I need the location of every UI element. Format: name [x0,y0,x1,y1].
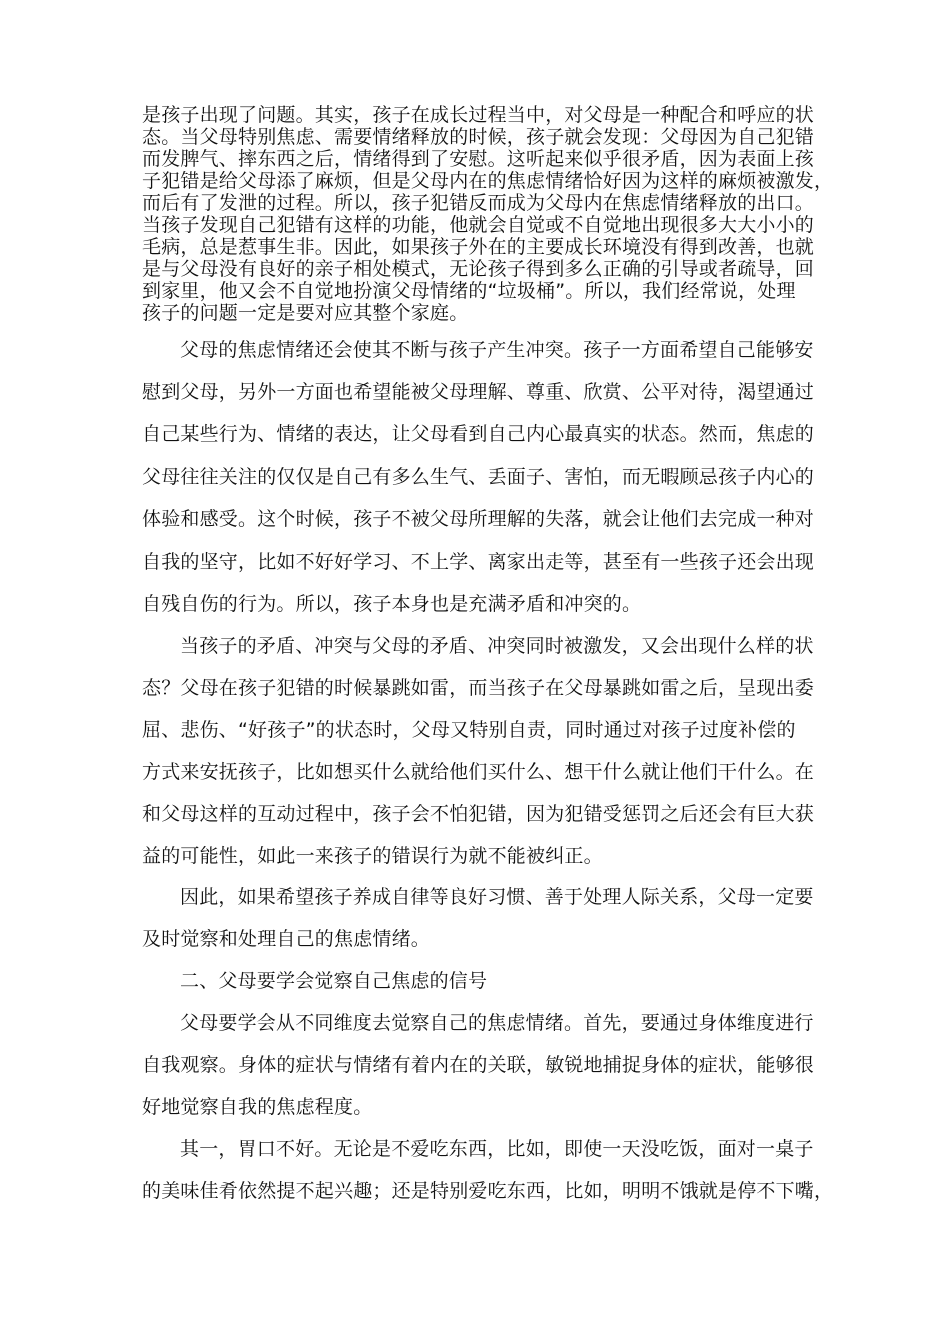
text-line: 态？父母在孩子犯错的时候暴跳如雷，而当孩子在父母暴跳如雷之后，呈现出委 [142,677,815,699]
text-line: 子犯错是给父母添了麻烦，但是父母内在的焦虑情绪恰好因为这样的麻烦被激发， [142,170,834,192]
text-line: 父母往往关注的仅仅是自己有多么生气、丢面子、害怕，而无暇顾忌孩子内心的 [142,466,815,488]
text-line: 的美味佳肴依然提不起兴趣；还是特别爱吃东西，比如，明明不饿就是停不下嘴， [142,1180,834,1202]
text-line: 而后有了发泄的过程。所以，孩子犯错反而成为父母内在焦虑情绪释放的出口。 [142,192,815,214]
text-line: 及时觉察和处理自己的焦虑情绪。 [142,928,431,950]
text-line: 而发脾气、摔东西之后，情绪得到了安慰。这听起来似乎很矛盾，因为表面上孩 [142,148,815,170]
text-line: 自我的坚守，比如不好好学习、不上学、离家出走等，甚至有一些孩子还会出现 [142,551,815,573]
text-line: 是与父母没有良好的亲子相处模式，无论孩子得到多么正确的引导或者疏导，回 [142,258,815,280]
text-line: 态。当父母特别焦虑、需要情绪释放的时候，孩子就会发现：父母因为自己犯错 [142,126,815,148]
text-line: 毛病，总是惹事生非。因此，如果孩子外在的主要成长环境没有得到改善，也就 [142,236,815,258]
text-line: 自己某些行为、情绪的表达，让父母看到自己内心最真实的状态。然而，焦虑的 [142,423,815,445]
text-line: 和父母这样的互动过程中，孩子会不怕犯错，因为犯错受惩罚之后还会有巨大获 [142,803,815,825]
text-line: 孩子的问题一定是要对应其整个家庭。 [142,302,469,324]
text-line: 当孩子的矛盾、冲突与父母的矛盾、冲突同时被激发，又会出现什么样的状 [180,635,814,657]
text-line: 因此，如果希望孩子养成自律等良好习惯、善于处理人际关系，父母一定要 [180,886,814,908]
text-line: 益的可能性，如此一来孩子的错误行为就不能被纠正。 [142,845,603,867]
text-line: 当孩子发现自己犯错有这样的功能，他就会自觉或不自觉地出现很多大大小小的 [142,214,815,236]
text-line: 父母要学会从不同维度去觉察自己的焦虑情绪。首先，要通过身体维度进行 [180,1012,814,1034]
section-heading-text: 二、父母要学会觉察自己焦虑的信号 [180,970,488,992]
text-line: 屈、悲伤、“好孩子”的状态时，父母又特别自责，同时通过对孩子过度补偿的 [142,719,796,741]
text-line: 自残自伤的行为。所以，孩子本身也是充满矛盾和冲突的。 [142,593,642,615]
text-line: 方式来安抚孩子，比如想买什么就给他们买什么、想干什么就让他们干什么。在 [142,761,815,783]
text-line: 父母的焦虑情绪还会使其不断与孩子产生冲突。孩子一方面希望自己能够安 [180,339,814,361]
text-line: 体验和感受。这个时候，孩子不被父母所理解的失落，就会让他们去完成一种对 [142,508,815,530]
text-line: 慰到父母，另外一方面也希望能被父母理解、尊重、欣赏、公平对待，渴望通过 [142,381,815,403]
text-line: 其一，胃口不好。无论是不爱吃东西，比如，即使一天没吃饭，面对一桌子 [180,1138,814,1160]
text-line: 是孩子出现了问题。其实，孩子在成长过程当中，对父母是一种配合和呼应的状 [142,104,815,126]
text-line: 自我观察。身体的症状与情绪有着内在的关联，敏锐地捕捉身体的症状，能够很 [142,1054,815,1076]
text-line: 好地觉察自我的焦虑程度。 [142,1096,373,1118]
text-line: 到家里，他又会不自觉地扮演父母情绪的“垃圾桶”。所以，我们经常说，处理 [142,280,796,302]
